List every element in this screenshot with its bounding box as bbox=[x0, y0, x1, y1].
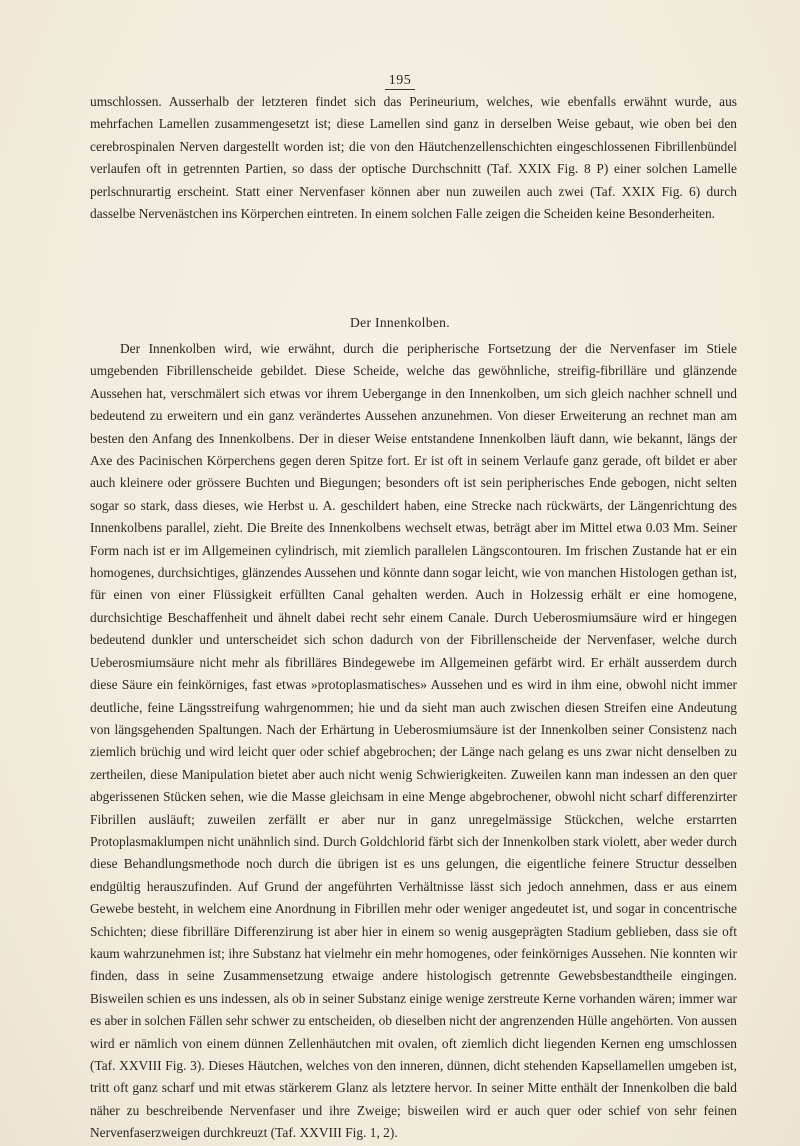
paragraph-innenkolben bbox=[90, 338, 737, 1145]
paragraph-perineurium bbox=[90, 91, 737, 225]
section-heading-innenkolben: Der Innenkolben. bbox=[350, 315, 450, 330]
paragraph-2-text: Der Innenkolben wird, wie erwähnt, durch die peripherische Fortsetzung der die Nervenfaser im Stiele umgebenden Fibrillenscheide gebildet. Diese Scheide, welche das gewöhnliche, streifig-fibrilläre und glänzende Aussehen hat, verschmälert sich etwas vor ihrem Uebergange in den Innenkolben, um sich gleich nachher schnell und bedeutend zu erweitern und ein ganz verändertes Aussehen anzunehmen. Von dieser Erweiterung an rechnet man am besten den Anfang des Innenkolbens. Der in dieser Weise entstandene Innenkolben läuft dann, wie bekannt, längs der Axe des Pacinischen Körperchens gegen deren Spitze fort. Er ist oft in seinem Verlaufe ganz gerade, oft bildet er aber auch kleinere oder grössere Buchten und Biegungen; besonders oft ist sein peripherisches Ende gebogen, nicht selten sogar so stark, dass dieses, wie Herbst u. A. geschildert haben, eine Strecke nach rückwärts, der Längenrichtung des Innenkolbens parallel, zieht. Die Breite des Innenkolbens wechselt etwas, beträgt aber im Mittel etwa 0.03 Mm. Seiner Form nach ist er im Allgemeinen cylindrisch, mit ziemlich parallelen Längscontouren. Im frischen Zustande hat er ein homogenes, durchsichtiges, glänzendes Aussehen und könnte dann sogar leicht, wie von manchen Histologen gethan ist, für einen von einer Flüssigkeit erfüllten Canal gehalten werden. Auch in Holzessig erhält er eine homogene, durchsichtige Beschaffenheit und ähnelt dabei recht sehr einem Canale. Durch Ueberosmiumsäure wird er hingegen bedeutend dunkler und unterscheidet sich schon dadurch von der Fibrillenscheide der Nervenfaser, welche durch Ueberosmiumsäure nicht mehr als fibrilläres Bindegewebe im Allgemeinen gefärbt wird. Er erhält ausserdem durch diese Säure ein feinkörniges, fast etwas »protoplasmatisches» Aussehen und es wird in ihm eine, obwohl nicht immer deutliche, feine Längsstreifung wahrgenommen; hie und da sieht man auch zwischen diesen Streifen eine Andeutung von längsgehenden Spaltungen. Nach der Erhärtung in Ueberosmiumsäure ist der Innenkolben seiner Consistenz nach ziemlich brüchig und wird leicht quer oder schief abgebrochen; der Länge nach gelang es uns zwar nicht denselben zu zertheilen, diese Manipulation bietet aber auch nicht wenig Schwierigkeiten. Zuweilen kann man indessen an den quer abgerissenen Stücken sehen, wie die Masse gleichsam in eine Menge abgebrochener, obwohl nicht scharf differenzirter Fibrillen ausläuft; zuweilen zerfällt er aber nur in ganz unregelmässige Stückchen, welche erstarrten Protoplasmaklumpen nicht unähnlich sind. Durch Goldchlorid färbt sich der Innenkolben stark violett, aber weder durch diese Behandlungsmethode noch durch die übrigen ist es uns gelungen, die eigentliche feinere Structur desselben endgültig herauszufinden. Auf Grund der angeführten Verhältnisse lässt sich jedoch annehmen, dass er aus einem Gewebe besteht, in welchem eine Anordnung in Fibrillen mehr oder weniger angedeutet ist, und sogar in concentrische Schichten; diese fibrilläre Differenzirung ist aber hier in einem so wenig ausgeprägten Stadium geblieben, dass sie oft kaum wahrzunehmen ist; ihre Substanz hat vielmehr ein mehr homogenes, oder feinkörniges Aussehen. Nie konnten wir finden, dass in seine Zusammensetzung etwaige andere histologisch getrennte Gewebsbestandtheile eingingen. Bisweilen schien es uns indessen, als ob in seiner Substanz einige wenige zerstreute Kerne vorhanden wären; immer war es aber in solchen Fällen sehr schwer zu entscheiden, ob dieselben nicht der angrenzenden Hülle angehörten. Von aussen wird er nämlich von einem dünnen Zellenhäutchen mit ovalen, oft ziemlich dicht liegenden Kernen eng umschlossen (Taf. XXVIII Fig. 3). Dieses Häutchen, welches von den inneren, dünnen, dicht stehenden Kapsellamellen umgeben ist, tritt oft ganz scharf und mit etwas stärkerem Glanz als letztere hervor. In seiner Mitte enthält der Innenkolben die bald näher zu beschreibende Nervenfaser und ihre Zweige; bisweilen wird er auch quer oder schief von sehr feinen Nervenfaserzweigen durchkreuzt (Taf. XXVIII Fig. 1, 2). bbox=[90, 341, 738, 1141]
page-number-text: 195 bbox=[385, 73, 416, 90]
paragraph-1-text: umschlossen. Ausserhalb der letzteren findet sich das Perineurium, welches, wie ebenfalls erwähnt wurde, aus mehrfachen Lamellen zusammengesetzt ist; diese Lamellen sind ganz in derselben Weise gebaut, wie oben bei den cerebrospinalen Nerven dargestellt worden ist; die von den Häutchenzellenschichten eingeschlossenen Fibrillenbündel verlaufen oft in getrennten Partien, so dass der optische Durchschnitt (Taf. XXIX Fig. 8 P) einer solchen Lamelle perlschnurartig erscheint. Statt einer Nervenfaser können aber nun zuweilen auch zwei (Taf. XXIX Fig. 6) durch dasselbe Nervenästchen ins Körperchen eintreten. In einem solchen Falle zeigen die Scheiden keine Besonderheiten. bbox=[90, 94, 737, 222]
page-number bbox=[0, 73, 800, 90]
